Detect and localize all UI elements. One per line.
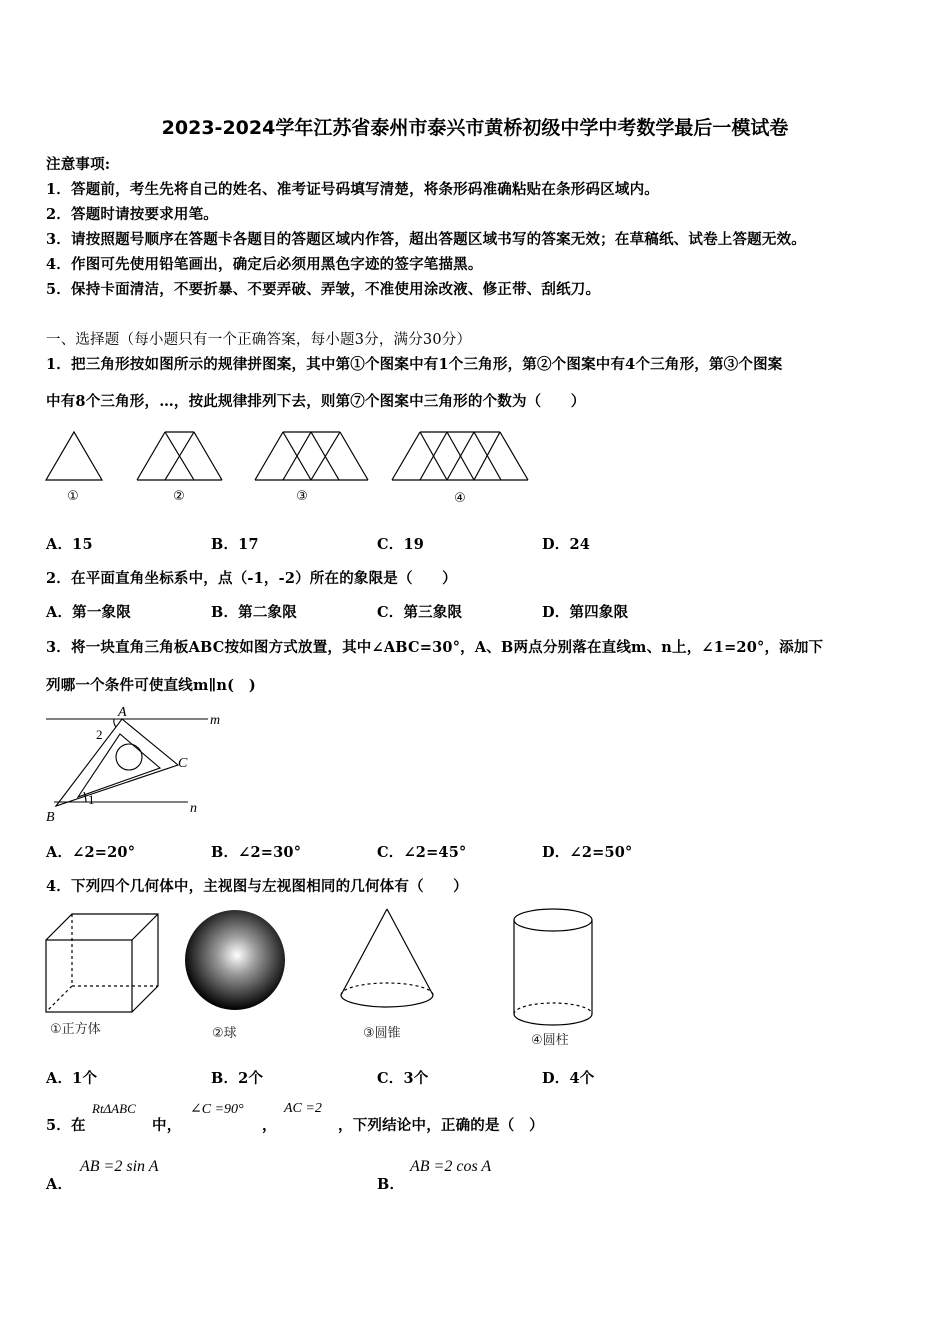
cone-shape — [341, 909, 433, 1007]
option-b: B．第二象限 — [211, 604, 297, 621]
option-c: C．3个 — [377, 1070, 429, 1087]
option-a: A．1个 — [46, 1070, 98, 1087]
triangle-pattern-figure — [40, 425, 540, 510]
question-5-text: 中， — [152, 1117, 182, 1134]
question-4-text: 4．下列四个几何体中，主视图与左视图相同的几何体有（ ） — [46, 878, 468, 895]
pattern-label: ② — [173, 489, 185, 504]
solid-label: ②球 — [212, 1026, 237, 1041]
solid-label: ④圆柱 — [531, 1033, 569, 1048]
expr-ac: AC =2 — [284, 1101, 322, 1116]
question-3-line2: 列哪一个条件可使直线m∥n( ) — [46, 677, 256, 694]
option-b: B．17 — [211, 536, 259, 553]
question-3-line1: 3．将一块直角三角板ABC按如图方式放置，其中∠ABC=30°，A、B两点分别落在直线m、n上，∠1=20°，添加下 — [46, 639, 824, 656]
expr-angle-c: ∠C =90° — [190, 1102, 244, 1117]
label-angle-2: 2 — [96, 727, 103, 742]
question-5-text: ， — [262, 1117, 277, 1134]
label-a: A — [118, 705, 127, 720]
option-b: B．2个 — [211, 1070, 264, 1087]
page-title: 2023-2024学年江苏省泰州市泰兴市黄桥初级中学中考数学最后一模试卷 — [161, 117, 789, 139]
pattern-label: ③ — [296, 489, 308, 504]
option-b-label: B． — [377, 1176, 405, 1193]
option-a: A．∠2=20° — [46, 844, 136, 861]
option-b-expr: AB =2 cos A — [410, 1158, 492, 1175]
pattern-3-triangles — [255, 432, 368, 480]
pattern-4-triangles — [392, 432, 528, 480]
question-2-text: 2．在平面直角坐标系中，点（-1，-2）所在的象限是（ ） — [46, 570, 457, 587]
notice-item: 4．作图可先使用铅笔画出，确定后必须用黑色字迹的签字笔描黑。 — [46, 256, 483, 273]
option-a-expr: AB =2 sin A — [80, 1158, 159, 1175]
option-d: D．∠2=50° — [542, 844, 633, 861]
notice-item: 2．答题时请按要求用笔。 — [46, 206, 218, 223]
cylinder-shape — [514, 909, 592, 1025]
question-5-suffix: ，下列结论中，正确的是（ ） — [338, 1117, 544, 1134]
question-5-prefix: 5．在 — [46, 1117, 86, 1134]
sphere-shape — [185, 910, 285, 1010]
label-n: n — [190, 801, 197, 816]
option-c: C．第三象限 — [377, 604, 463, 621]
option-b: B．∠2=30° — [211, 844, 302, 861]
notice-item: 5．保持卡面清洁，不要折暴、不要弄破、弄皱，不准使用涂改液、修正带、刮纸刀。 — [46, 281, 601, 298]
pattern-label: ④ — [454, 491, 466, 506]
option-a: A．15 — [46, 536, 93, 553]
question-1-line2: 中有8个三角形，…，按此规律排列下去，则第⑦个图案中三角形的个数为（ ） — [46, 393, 586, 410]
solids-figure — [40, 903, 610, 1053]
option-c: C．19 — [377, 536, 425, 553]
triangle-hole — [116, 744, 142, 770]
option-a: A．第一象限 — [46, 604, 131, 621]
expr-rt-triangle: RtΔABC — [92, 1101, 136, 1116]
solid-label: ③圆锥 — [363, 1026, 401, 1041]
angle-2-arc — [114, 719, 116, 727]
label-m: m — [210, 713, 221, 728]
cube-shape — [46, 914, 158, 1012]
option-d: D．4个 — [542, 1070, 595, 1087]
label-c: C — [178, 756, 188, 771]
option-d: D．24 — [542, 536, 591, 553]
question-1-line1: 1．把三角形按如图所示的规律拼图案，其中第①个图案中有1个三角形，第②个图案中有4个三角形，第③个图案 — [46, 356, 783, 373]
label-b: B — [46, 810, 55, 825]
option-d: D．第四象限 — [542, 604, 629, 621]
notice-heading: 注意事项: — [46, 156, 111, 173]
label-angle-1: 1 — [88, 792, 95, 807]
notice-item: 1．答题前，考生先将自己的姓名、准考证号码填写清楚，将条形码准确粘贴在条形码区域内。 — [46, 181, 659, 198]
pattern-1-triangle — [46, 432, 102, 480]
option-c: C．∠2=45° — [377, 844, 467, 861]
pattern-label: ① — [67, 489, 79, 504]
notice-item: 3．请按照题号顺序在答题卡各题目的答题区域内作答，超出答题区域书写的答案无效；在草稿纸、试卷上答题无效。 — [46, 231, 806, 248]
set-square-figure — [42, 702, 232, 827]
option-a-label: A． — [46, 1176, 73, 1193]
section-heading: 一、选择题（每小题只有一个正确答案，每小题3分，满分30分） — [46, 332, 472, 348]
pattern-2-triangles — [137, 432, 222, 480]
solid-label: ①正方体 — [50, 1022, 101, 1037]
